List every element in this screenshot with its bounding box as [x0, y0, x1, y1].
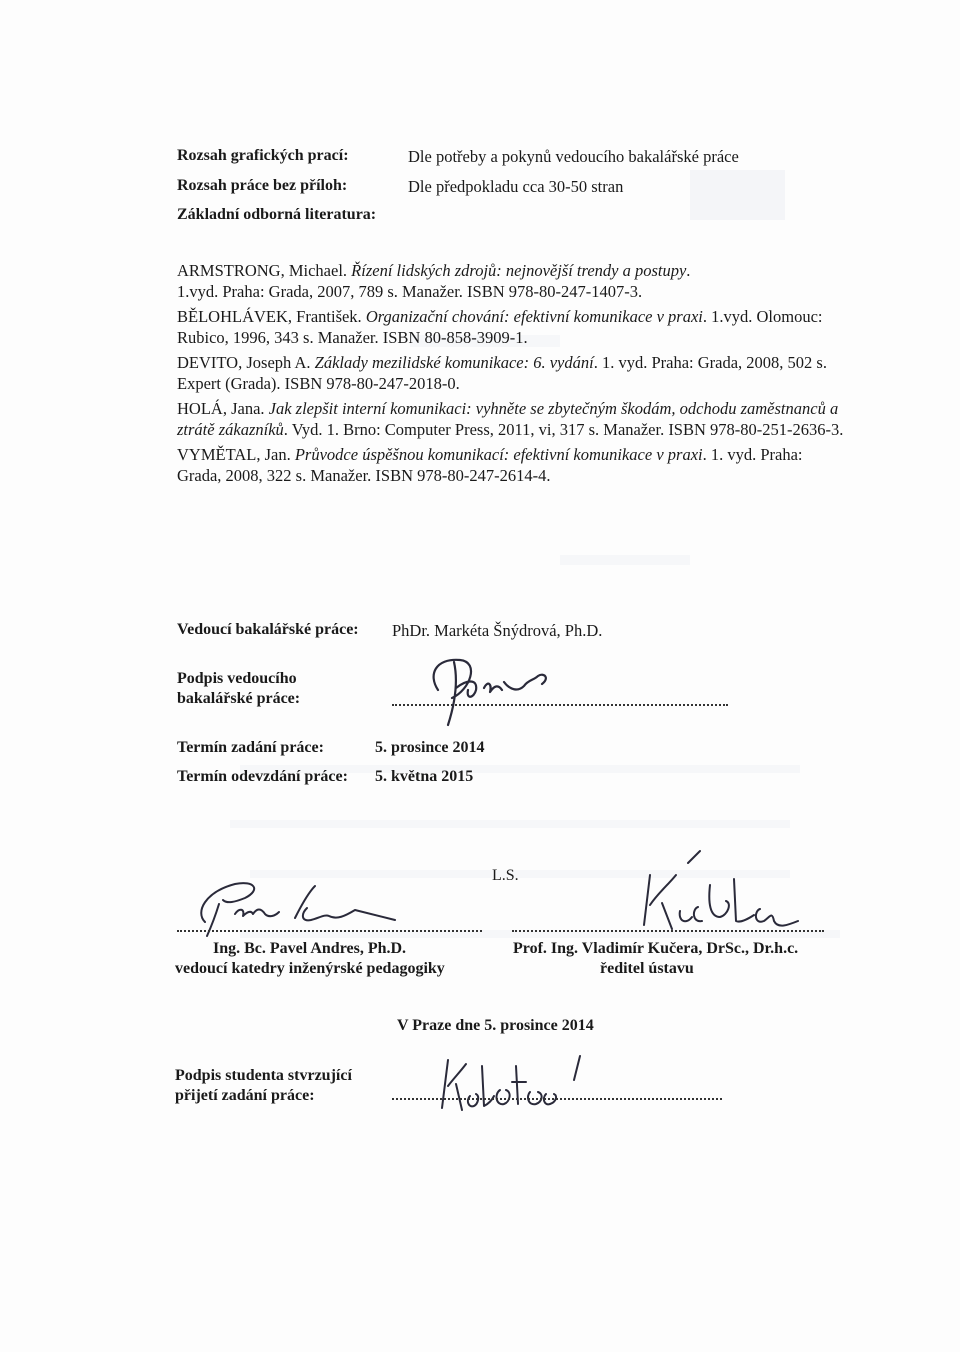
institute-director-signature-line: [512, 930, 824, 932]
entry-author: ARMSTRONG, Michael.: [177, 261, 352, 280]
literature-label: Základní odborná literatura:: [177, 206, 377, 223]
entry-title: Základy mezilidské komunikace: 6. vydání: [314, 353, 594, 372]
assignment-date-value: 5. prosince 2014: [375, 739, 485, 756]
entry-title: Jak zlepšit interní komunikaci: vyhněte se zbytečným škodám, odchodu zaměstnanců a ztrátě zákazníků: [177, 399, 839, 439]
bibliography-list: [177, 260, 877, 486]
graphic-scope-label: Rozsah grafických prací:: [177, 147, 349, 164]
entry-author: HOLÁ, Jana.: [177, 399, 269, 418]
student-signature-line: [392, 1098, 722, 1100]
supervisor-signature-image: [410, 650, 580, 730]
entry-details: . 1.vyd. Olomouc: Rubico, 1996, 343 s. Manažer. ISBN 80-858-3909-1.: [177, 307, 823, 347]
thesis-length-value: Dle předpokladu cca 30-50 stran: [408, 177, 624, 196]
bibliography-entry: [177, 398, 857, 440]
entry-author: DEVITO, Joseph A.: [177, 353, 315, 372]
place-and-date: V Praze dne 5. prosince 2014: [397, 1017, 594, 1034]
institute-director-name: Prof. Ing. Vladimír Kučera, DrSc., Dr.h.c.: [513, 940, 799, 957]
department-head-name: Ing. Bc. Pavel Andres, Ph.D.: [213, 940, 407, 957]
bibliography-entry: [177, 352, 867, 394]
graphic-scope-value: Dle potřeby a pokynů vedoucího bakalářské práce: [408, 147, 739, 166]
department-head-role: vedoucí katedry inženýrské pedagogiky: [175, 960, 445, 977]
institute-director-role: ředitel ústavu: [600, 960, 694, 977]
supervisor-signature-label-line1: Podpis vedoucího: [177, 670, 297, 687]
student-signature-label-line2: přijetí zadání práce:: [175, 1087, 315, 1104]
student-signature-label-line1: Podpis studenta stvrzující: [175, 1067, 352, 1084]
bibliography-entry: [177, 444, 847, 486]
student-signature-image: [430, 1046, 610, 1116]
bibliography-entry: [177, 306, 837, 348]
seal-placeholder-ls: L.S.: [492, 867, 519, 884]
entry-title: Řízení lidských zdrojů: nejnovější trendy a postupy: [351, 261, 687, 280]
supervisor-name: PhDr. Markéta Šnýdrová, Ph.D.: [392, 621, 603, 640]
entry-details: . 1. vyd. Praha: Grada, 2008, 502 s. Expert (Grada). ISBN 978-80-247-2018-0.: [177, 353, 827, 393]
department-head-signature-line: [177, 930, 482, 932]
submission-date-value: 5. května 2015: [375, 768, 474, 785]
assignment-date-label: Termín zadání práce:: [177, 739, 324, 756]
bibliography-entry: [177, 260, 697, 302]
entry-details: . Vyd. 1. Brno: Computer Press, 2011, vi, 317 s. Manažer. ISBN 978-80-251-2636-3.: [283, 420, 844, 439]
institute-director-signature-image: [628, 845, 828, 940]
entry-details: . 1.vyd. Praha: Grada, 2007, 789 s. Manažer. ISBN 978-80-247-1407-3.: [177, 261, 691, 301]
entry-author: BĚLOHLÁVEK, František.: [177, 307, 366, 326]
entry-details: . 1. vyd. Praha: Grada, 2008, 322 s. Manažer. ISBN 978-80-247-2614-4.: [177, 445, 803, 485]
entry-title: Organizační chování: efektivní komunikace v praxi: [365, 307, 703, 326]
entry-title: Průvodce úspěšnou komunikací: efektivní komunikace v praxi: [294, 445, 703, 464]
supervisor-signature-label-line2: bakalářské práce:: [177, 690, 301, 707]
entry-author: VYMĚTAL, Jan.: [177, 445, 295, 464]
submission-date-label: Termín odevzdání práce:: [177, 768, 348, 785]
thesis-length-label: Rozsah práce bez příloh:: [177, 177, 348, 194]
supervisor-label: Vedoucí bakalářské práce:: [177, 621, 359, 638]
